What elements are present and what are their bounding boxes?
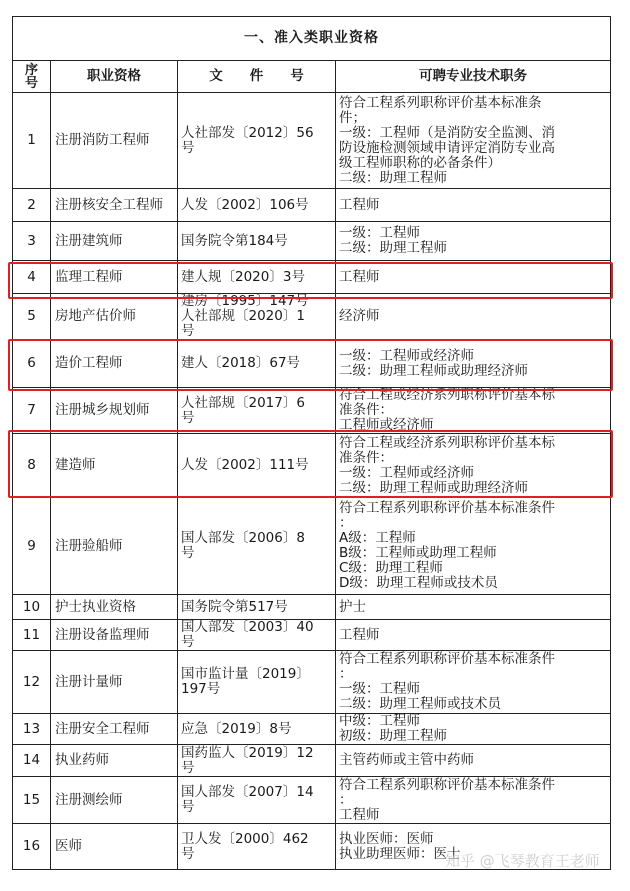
position-title-line: 二级：助理工程师: [339, 169, 447, 186]
position-title-line: 一级：工程师（是消防安全监测、消: [339, 124, 555, 141]
position-title-line: 二级：助理工程师或助理经济师: [339, 362, 528, 379]
qualification-name: 护士执业资格: [51, 595, 178, 620]
position-title-line: D级：助理工程师或技术员: [339, 575, 498, 591]
document-number: [178, 620, 336, 651]
table-row: [13, 294, 611, 340]
qualification-table: [12, 16, 611, 870]
position-title-line: 一级：工程师或经济师: [339, 347, 474, 364]
table-row: [13, 222, 611, 261]
table-row: [13, 388, 611, 434]
document-number-line: 号: [181, 845, 195, 862]
position-title-line: 二级：助理工程师: [339, 240, 447, 256]
document-number-line: 人社部规〔2020〕1: [181, 308, 305, 324]
table-row: [13, 620, 611, 651]
document-number: [178, 777, 336, 824]
position-title: [336, 434, 611, 498]
position-title-line: 工程师: [339, 626, 380, 643]
row-number: 1: [13, 93, 51, 189]
document-number: [178, 189, 336, 222]
position-title-line: 二级：助理工程师或技术员: [339, 696, 501, 712]
row-number: 15: [13, 777, 51, 824]
position-title-line: 符合工程系列职称评价基本标准条件: [339, 776, 555, 793]
position-title-line: 工程师或经济师: [339, 417, 434, 433]
row-number: 8: [13, 434, 51, 498]
document-number-line: 国人部发〔2007〕14: [181, 784, 314, 800]
qualification-name: 注册安全工程师: [51, 714, 178, 745]
qualification-name: 房地产估价师: [51, 294, 178, 340]
document-number-line: 号: [181, 799, 195, 815]
table-row: [13, 498, 611, 595]
position-title: [336, 189, 611, 222]
document-number: [178, 434, 336, 498]
row-number: 3: [13, 222, 51, 261]
table-row: [13, 745, 611, 777]
row-number: 16: [13, 824, 51, 870]
position-title-line: 中级：工程师: [339, 713, 420, 729]
row-number: 2: [13, 189, 51, 222]
qualification-name: 注册测绘师: [51, 777, 178, 824]
position-title-line: 一级：工程师: [339, 681, 420, 697]
row-number: 10: [13, 595, 51, 620]
table-row: [13, 777, 611, 824]
position-title-line: 符合工程或经济系列职称评价基本标: [339, 434, 555, 451]
position-title: [336, 620, 611, 651]
position-title-line: 级工程师职称的必备条件）: [339, 154, 501, 171]
position-title-line: 符合工程系列职称评价基本标准条件: [339, 651, 555, 667]
header-no-text: 序号: [24, 62, 38, 91]
document-number-line: 国人部发〔2003〕40: [181, 619, 314, 635]
table-row: [13, 434, 611, 498]
row-number: 4: [13, 261, 51, 294]
position-title: [336, 340, 611, 388]
row-number: 11: [13, 620, 51, 651]
position-title-line: 工程师: [339, 196, 380, 213]
position-title-line: 护士: [339, 598, 366, 615]
position-title-line: 执业医师：医师: [339, 830, 434, 847]
header-positions: 可聘专业技术职务: [336, 61, 611, 93]
position-title: [336, 222, 611, 261]
document-number-line: 建人规〔2020〕3号: [181, 268, 305, 285]
document-number-line: 197号: [181, 681, 221, 697]
document-number: [178, 651, 336, 714]
document-number-line: 建房〔1995〕147号: [181, 293, 309, 309]
position-title: [336, 651, 611, 714]
position-title: [336, 388, 611, 434]
qualification-name: 注册计量师: [51, 651, 178, 714]
position-title: [336, 294, 611, 340]
document-number: [178, 388, 336, 434]
position-title-line: 件；: [339, 109, 366, 126]
qualification-name: 注册设备监理师: [51, 620, 178, 651]
table-row: [13, 189, 611, 222]
position-title-line: 防设施检测领域申请评定消防专业高: [339, 139, 555, 156]
position-title-line: 二级：助理工程师或助理经济师: [339, 479, 528, 496]
position-title-line: 工程师: [339, 268, 380, 285]
position-title-line: 符合工程系列职称评价基本标准条件: [339, 500, 555, 516]
row-number: 6: [13, 340, 51, 388]
position-title-line: 工程师: [339, 806, 380, 823]
position-title-line: ：: [339, 791, 353, 808]
document-number-line: 号: [181, 545, 195, 561]
document-number-line: 国市监计量〔2019〕: [181, 666, 310, 682]
header-qualification: 职业资格: [51, 61, 178, 93]
document-number-line: 应急〔2019〕8号: [181, 720, 292, 737]
qualification-name: 注册城乡规划师: [51, 388, 178, 434]
position-title-line: 一级：工程师或经济师: [339, 464, 474, 481]
table-row: [13, 595, 611, 620]
qualification-name: 注册建筑师: [51, 222, 178, 261]
header-no: [13, 61, 51, 93]
position-title: [336, 777, 611, 824]
position-title-line: ：: [339, 515, 353, 531]
document-number: [178, 340, 336, 388]
qualification-name: 造价工程师: [51, 340, 178, 388]
document-number-line: 国药监人〔2019〕12: [181, 744, 314, 761]
position-title-line: 主管药师或主管中药师: [339, 752, 474, 768]
position-title: [336, 498, 611, 595]
table-row: [13, 651, 611, 714]
row-number: 7: [13, 388, 51, 434]
row-number: 13: [13, 714, 51, 745]
document-number-line: 人社部发〔2012〕56: [181, 124, 314, 141]
position-title: [336, 93, 611, 189]
document-number-line: 人社部规〔2017〕6: [181, 394, 305, 411]
qualification-name: 执业药师: [51, 745, 178, 777]
document-number: [178, 222, 336, 261]
qualification-name: 注册消防工程师: [51, 93, 178, 189]
qualification-name: 建造师: [51, 434, 178, 498]
document-number-line: 国人部发〔2006〕8: [181, 530, 305, 546]
position-title-line: 准条件：: [339, 449, 393, 466]
row-number: 9: [13, 498, 51, 595]
table-row: [13, 824, 611, 870]
document-number-line: 号: [181, 139, 195, 156]
document-number-line: 建人〔2018〕67号: [181, 355, 301, 371]
position-title-line: C级：助理工程师: [339, 560, 443, 576]
position-title-line: 准条件：: [339, 402, 393, 418]
row-number: 12: [13, 651, 51, 714]
document-number: [178, 93, 336, 189]
qualification-name: 注册验船师: [51, 498, 178, 595]
position-title-line: ：: [339, 666, 353, 682]
document-number-line: 人发〔2002〕106号: [181, 196, 309, 213]
document-number: [178, 261, 336, 294]
document-number-line: 卫人发〔2000〕462: [181, 830, 309, 847]
document-number-line: 国务院令第184号: [181, 232, 288, 249]
table-row: [13, 93, 611, 189]
table-row: [13, 340, 611, 388]
position-title-line: A级：工程师: [339, 530, 416, 546]
position-title-line: B级：工程师或助理工程师: [339, 545, 497, 561]
table-row: [13, 261, 611, 294]
table-title: 一、准入类职业资格: [13, 17, 611, 61]
document-number: [178, 595, 336, 620]
position-title: [336, 745, 611, 777]
document-number-line: 号: [181, 323, 195, 339]
document-number-line: 号: [181, 409, 195, 426]
position-title-line: 执业助理医师：医士: [339, 845, 461, 862]
row-number: 5: [13, 294, 51, 340]
document-number-line: 号: [181, 634, 195, 650]
document-number: [178, 498, 336, 595]
position-title-line: 符合工程系列职称评价基本标准条: [339, 94, 542, 111]
position-title: [336, 824, 611, 870]
document-number-line: 人发〔2002〕111号: [181, 457, 309, 473]
position-title: [336, 595, 611, 620]
document-number-line: 号: [181, 759, 195, 776]
qualification-name: 监理工程师: [51, 261, 178, 294]
document-number: [178, 824, 336, 870]
position-title: [336, 261, 611, 294]
row-number: 14: [13, 745, 51, 777]
header-document: 文 件 号: [178, 61, 336, 93]
document-number-line: 国务院令第517号: [181, 598, 288, 615]
position-title-line: 经济师: [339, 308, 380, 324]
document-number: [178, 294, 336, 340]
qualification-name: 注册核安全工程师: [51, 189, 178, 222]
document-number: [178, 714, 336, 745]
position-title: [336, 714, 611, 745]
document-number: [178, 745, 336, 777]
position-title-line: 初级：助理工程师: [339, 728, 447, 744]
qualification-name: 医师: [51, 824, 178, 870]
table-row: [13, 714, 611, 745]
position-title-line: 一级：工程师: [339, 225, 420, 241]
watermark: 知乎 @飞琴教育王老师: [445, 852, 600, 870]
position-title-line: 符合工程或经济系列职称评价基本标: [339, 387, 555, 403]
